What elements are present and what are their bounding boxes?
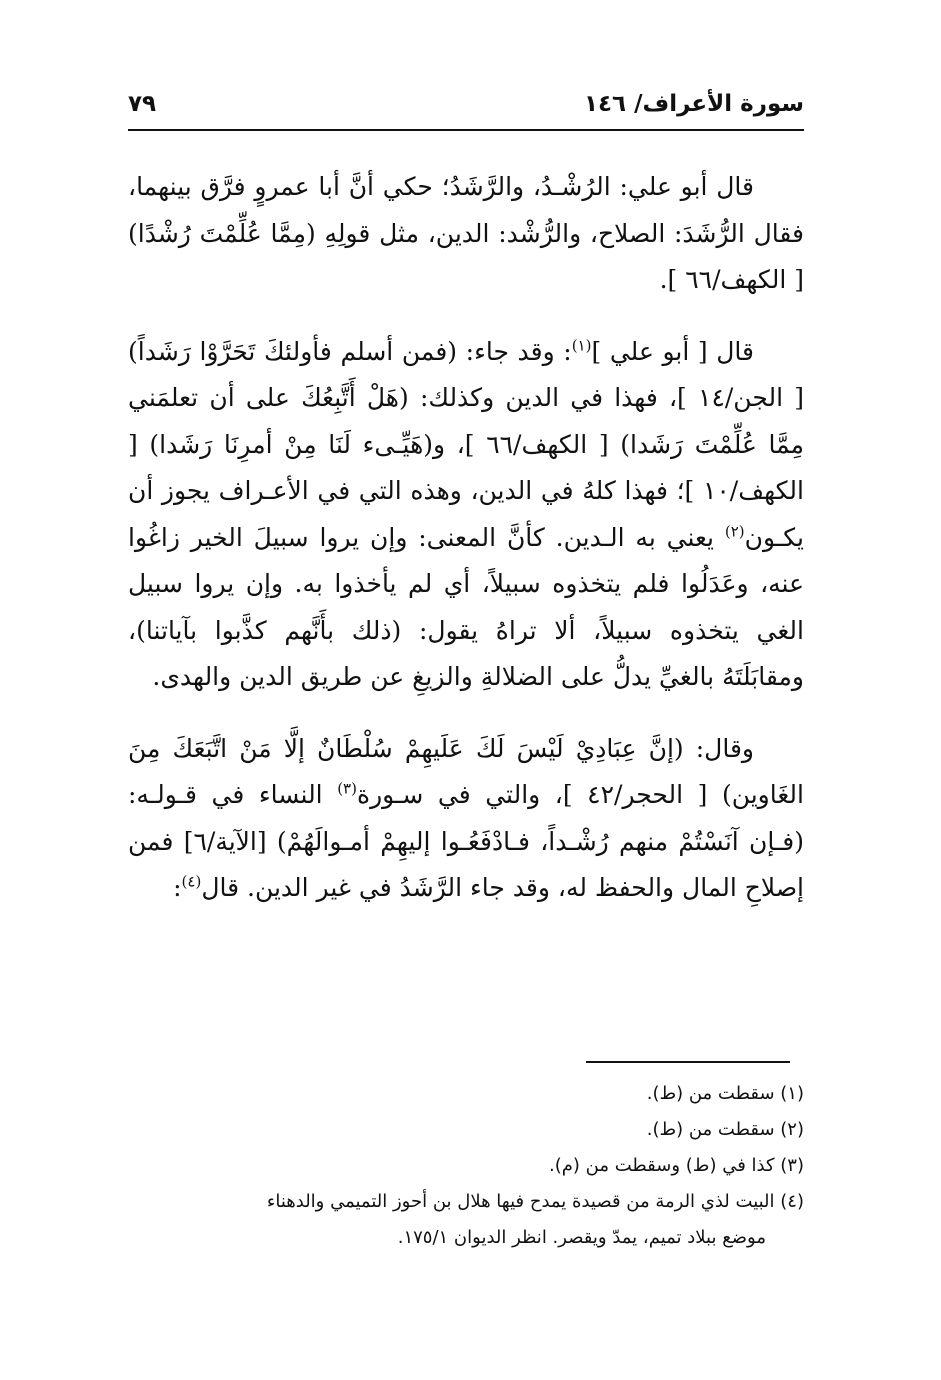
paragraph-1 [128,164,804,304]
paragraph-text: قال أبو علي: الرُشْـدُ، والرَّشَدُ؛ حكي أنَّ أبا عمروٍ فرَّق بينهما، فقال الرُّشَدَ: الصلاح، والرُّشْد: الدين، مثل قولِهِ (مِمَّا عُلِّمْتَ رُشْدًا) [ الكهف/٦٦ ]. [128,172,804,294]
paragraph-text: وقال: (إنَّ عِبَادِيْ لَيْسَ لَكَ عَلَيهِمْ سُلْطَانٌ إلَّا مَنْ اتَّبَعَكَ مِنَ الغَاوين) [ الحجر/٤٢ ]، والتي في سـورة [128,733,804,809]
footnote-4 [128,1184,804,1256]
footnote-ref-1[interactable]: (١) [571,336,592,355]
footnote-ref-2[interactable]: (٢) [724,522,745,541]
paragraph-text: قال [ أبو علي ] [591,336,754,366]
paragraph-2 [128,329,804,701]
footnote-4-continuation: موضع ببلاد تميم، يمدّ ويقصر. انظر الديوان ١٧٥/١. [397,1227,766,1248]
paragraph-3 [128,726,804,912]
footnote-4-text: (٤) البيت لذي الرمة من قصيدة يمدح فيها هلال بن أحوز التميمي والدهناء [266,1191,804,1212]
footnote-ref-3[interactable]: (٣) [337,779,357,798]
footnote-2: (٢) سقطت من (ط). [646,1119,804,1140]
footnote-ref-4[interactable]: (٤) [181,872,202,891]
surah-reference: سورة الأعراف/ ١٤٦ [583,91,804,117]
paragraph-text: النساء في قـولـه: (فـإن آنَسْتُمْ منهم رُشْـداً، فـادْفَعُـوا إليهِمْ أمـوالَهُمْ) [الآية/٦] فمن إصلاحِ المال والحفظ له، وقد جاء الرَّشَدُ في غير الدين. قال [128,780,804,902]
footnotes [128,1076,804,1256]
paragraph-text: : [173,873,182,902]
running-header [128,86,804,126]
paragraph-text: يعني به الـدين. كأنَّ المعنى: وإن يروا سبيلَ الخير زاغُوا عنه، وعَدَلُوا فلم يتخذوه سبيلاً، أي لم يأخذوا به. وإن يروا سبيل الغي يتخذوه سبيلاً، ألا تراهُ يقول: (ذلك بأَنَّهم كذَّبوا بآياتنا)، ومقابَلَتَهُ بالغيِّ يدلُّ على الضلالةِ والزيغِ عن طريق الدين والهدى. [128,522,804,691]
footnote-separator [586,1061,790,1063]
footnote-1: (١) سقطت من (ط). [646,1083,804,1104]
header-rule [128,129,804,131]
footnote-3: (٣) كذا في (ط) وسقطت من (م). [549,1155,804,1176]
paragraph-text: : وقد جاء: (فمن أسلم فأولئكَ تَحَرَّوْا رَشَداً) [ الجن/١٤ ]، فهذا في الدين وكذلك: (هَلْ أَتَّبِعُكَ على أن تعلمَني مِمَّا عُلِّمْتَ رَشَدا) [ الكهف/٦٦ ]، و(هَيِّـىء لَنَا مِنْ أمرِنَا رَشَدا) [ الكهف/١٠ ]؛ فهذا كلهُ في الدين، وهذه التي في الأعـراف يجوز أن يكـون [128,336,805,552]
page-number: ٧٩ [128,91,157,117]
main-text [128,164,804,912]
